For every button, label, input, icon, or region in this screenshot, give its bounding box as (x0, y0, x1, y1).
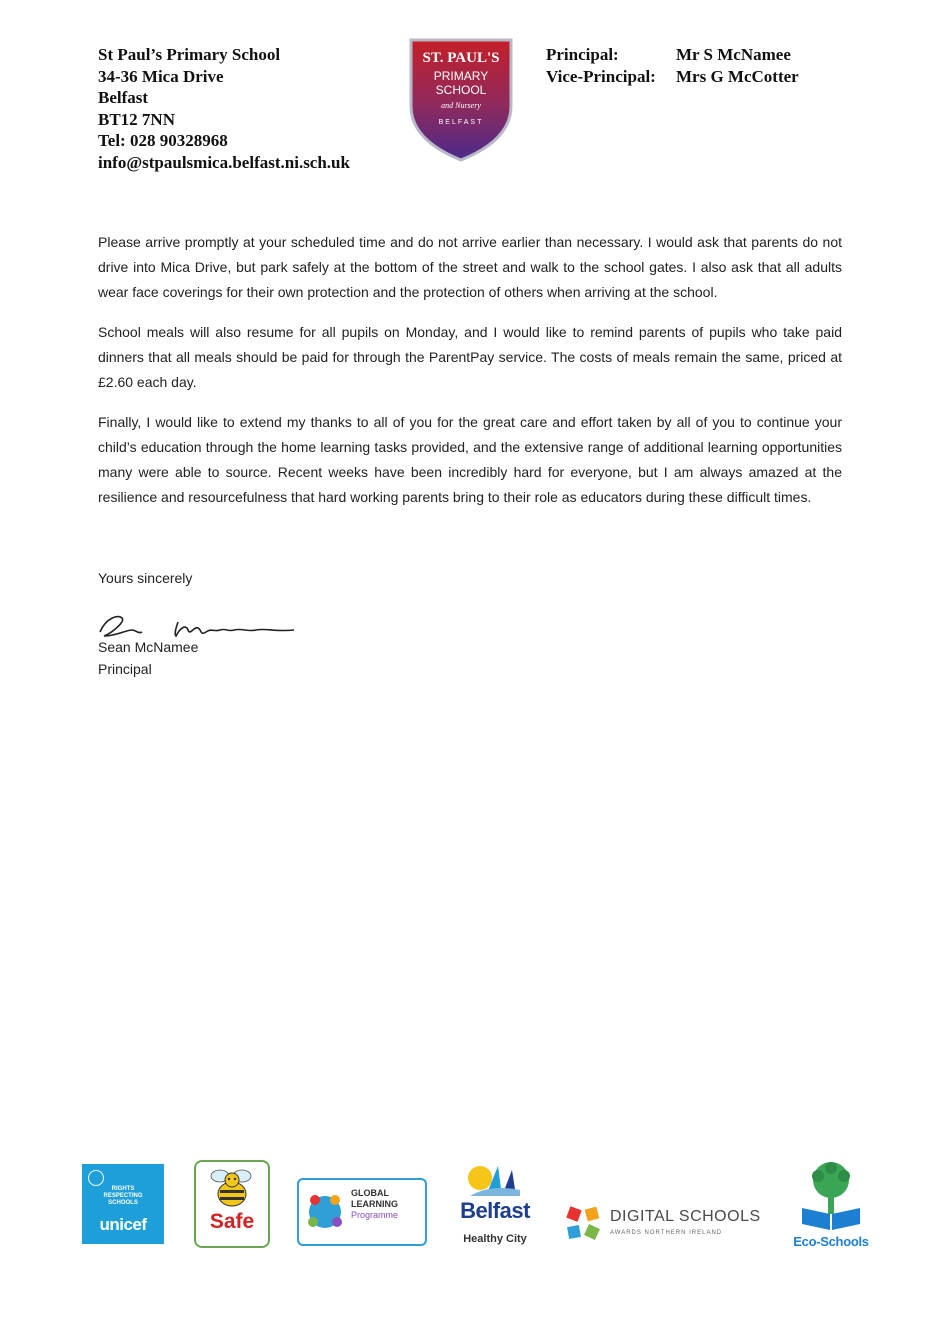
belfast-word: Belfast (460, 1198, 530, 1223)
telephone: Tel: 028 90328968 (98, 131, 228, 150)
postcode: BT12 7NN (98, 109, 175, 129)
staff-block (546, 44, 799, 87)
safe-word: Safe (209, 1210, 255, 1233)
paragraph-2: School meals will also resume for all pupils on Monday, and I would like to remind parents of pupils who take paid dinners that all meals should be paid for through the ParentPay service. The costs of meals remain the same, priced at £2.60 each day. (98, 324, 842, 390)
global-learning-programme-logo (297, 1178, 427, 1246)
belfast-healthy-city-logo (450, 1160, 540, 1250)
signer-title: Principal (98, 661, 152, 677)
letter-body (98, 230, 842, 525)
unicef-line-2: RESPECTING (103, 1193, 143, 1199)
crest-line-2: PRIMARY (433, 69, 489, 83)
glp-line-3: Programme (351, 1210, 399, 1220)
crest-line-4: and Nursery (441, 101, 481, 110)
principal-role: Principal: (546, 45, 619, 64)
footer-logos (80, 1158, 880, 1258)
address-line-2: Belfast (98, 88, 149, 107)
signer-block (98, 636, 198, 680)
bee-icon (196, 1162, 268, 1212)
glp-line-2: LEARNING (351, 1199, 398, 1209)
vice-principal-row (546, 66, 799, 88)
safe-bee-logo (194, 1160, 270, 1248)
crest-line-5: BELFAST (438, 119, 484, 126)
healthy-city-emblem-icon (450, 1160, 540, 1200)
digital-schools-logo (564, 1204, 764, 1244)
school-name: St Paul’s Primary School (98, 45, 281, 64)
school-crest-logo (405, 36, 517, 164)
principal-name: Mr S McNamee (676, 45, 791, 64)
unicef-brand: unicef (99, 1215, 147, 1234)
email: info@stpaulsmica.belfast.ni.sch.uk (98, 152, 350, 172)
principal-row (546, 44, 799, 66)
signer-name: Sean McNamee (98, 639, 199, 655)
eco-tree-book-icon (790, 1158, 872, 1234)
unicef-rights-respecting-logo (82, 1164, 164, 1244)
school-address-block (98, 44, 350, 173)
eco-schools-word: Eco-Schools (793, 1234, 869, 1249)
unicef-line-3: SCHOOLS (108, 1200, 138, 1206)
salutation: Yours sincerely (98, 570, 193, 586)
paragraph-1: Please arrive promptly at your scheduled time and do not arrive earlier than necessary. I would ask that parents do not drive into Mica Drive, but park safely at the bottom of the street and walk to the school gates. I also ask that all adults wear face coverings for their own protection and the protection of others when arriving at the school. (98, 234, 842, 300)
eco-schools-logo (790, 1158, 872, 1250)
glp-line-1: GLOBAL (351, 1188, 389, 1198)
globe-people-icon (301, 1182, 351, 1242)
unicef-line-1: RIGHTS (111, 1186, 135, 1192)
vice-principal-name: Mrs G McCotter (676, 66, 799, 86)
vice-principal-role: Vice-Principal: (546, 66, 656, 86)
unicef-seal-icon (88, 1170, 104, 1186)
digital-schools-cross-icon (564, 1204, 604, 1244)
digital-schools-sub: AWARDS NORTHERN IRELAND (610, 1230, 723, 1236)
address-line-1: 34-36 Mica Drive (98, 66, 224, 86)
paragraph-3: Finally, I would like to extend my thanks to all of you for the great care and effort taken by all of you to continue your child’s education through the home learning tasks provided, and the extensive range of additional learning opportunities many were able to source. Recent weeks have been incredibly hard for everyone, but I am always amazed at the resilience and resourcefulness that hard working parents bring to their role as educators during these difficult times. (98, 414, 842, 505)
crest-line-1: ST. PAUL'S (422, 50, 500, 66)
healthy-city-word: Healthy City (463, 1233, 527, 1245)
digital-schools-word: DIGITAL SCHOOLS (610, 1208, 761, 1225)
crest-line-3: SCHOOL (435, 83, 487, 97)
